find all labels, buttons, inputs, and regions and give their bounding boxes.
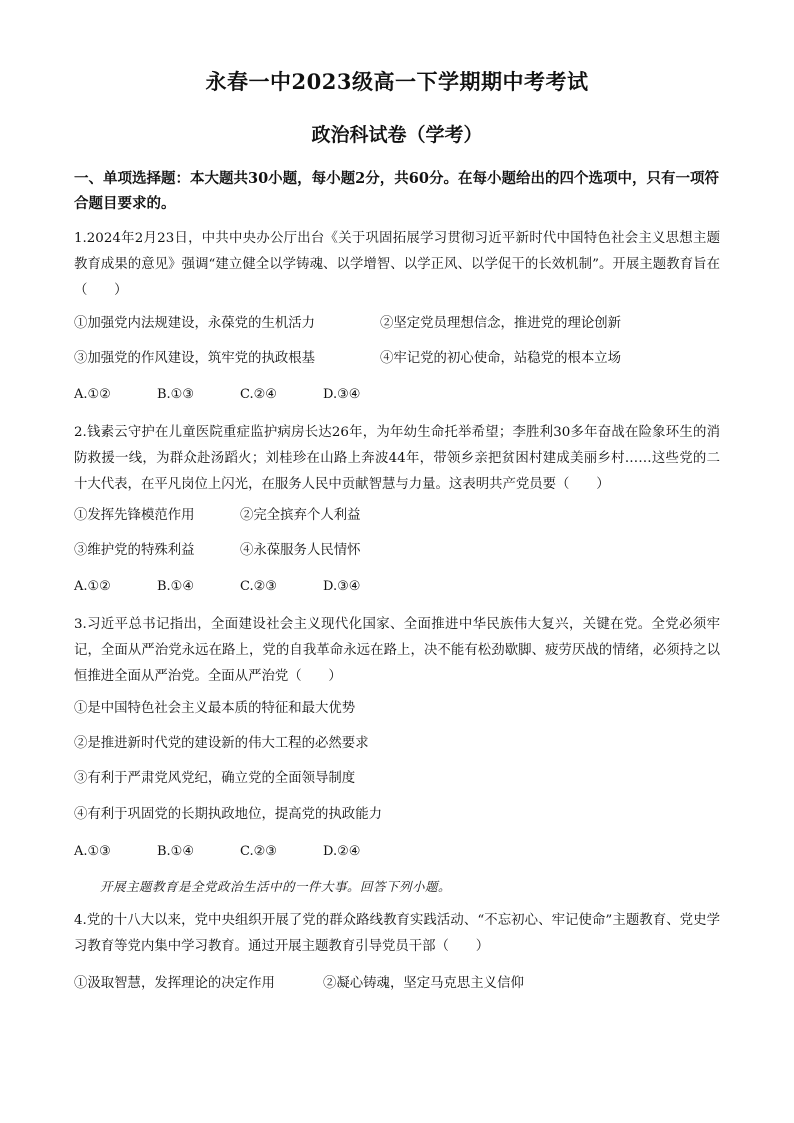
- question-3-choice-c: C.②③: [240, 844, 277, 859]
- question-1-stem: 1.2024年2月23日，中共中央办公厅出台《关于巩固拓展学习贯彻习近平新时代中国特色社会主义思想主题教育成果的意见》强调“建立健全以学铸魂、以学增智、以学正风、以学促干的长效机制”。开展主题教育旨在（ ）: [74, 231, 720, 298]
- question-2-choice-c: C.②③: [240, 579, 277, 594]
- question-2-choice-d: D.③④: [323, 579, 361, 594]
- question-3-option-2: ②是推进新时代党的建设新的伟大工程的必然要求: [74, 736, 369, 751]
- question-2-choice-b: B.①④: [157, 579, 194, 594]
- exam-subtitle: 政治科试卷（学考）: [311, 124, 483, 146]
- question-4-stem: 4.党的十八大以来，党中央组织开展了党的群众路线教育实践活动、“不忘初心、牢记使命”主题教育、党史学习教育等党内集中学习教育。通过开展主题教育引导党员干部（ ）: [74, 913, 720, 954]
- question-1-option-3: ③加强党的作风建设，筑牢党的执政根基: [74, 351, 316, 366]
- question-4-option-1: ①汲取智慧，发挥理论的决定作用: [74, 976, 275, 991]
- question-3-option-4: ④有利于巩固党的长期执政地位，提高党的执政能力: [74, 807, 382, 822]
- question-1-choice-a: A.①②: [74, 387, 111, 402]
- question-1-option-1: ①加强党内法规建设，永葆党的生机活力: [74, 316, 316, 331]
- question-1-option-2: ②坚定党员理想信念，推进党的理论创新: [380, 316, 622, 331]
- question-1-choice-d: D.③④: [323, 387, 361, 402]
- question-1-choice-b: B.①③: [157, 387, 194, 402]
- question-2-choice-a: A.①②: [74, 579, 111, 594]
- question-3-choice-d: D.②④: [323, 844, 361, 859]
- section-heading: 一、单项选择题：本大题共30小题，每小题2分，共60分。在每小题给出的四个选项中，只有一项符合题目要求的。: [74, 170, 719, 212]
- question-3-stem: 3.习近平总书记指出，全面建设社会主义现代化国家、全面推进中华民族伟大复兴，关键在党。全党必须牢记，全面从严治党永远在路上，党的自我革命永远在路上，决不能有松劲歇脚、疲劳厌战的情绪，必须持之以恒推进全面从严治党。全面从严治党（ ）: [74, 617, 720, 684]
- question-2-option-3: ③维护党的特殊利益: [74, 543, 195, 558]
- question-2-option-2: ②完全摈弃个人利益: [240, 508, 361, 523]
- question-2-option-1: ①发挥先锋模范作用: [74, 508, 195, 523]
- question-1-choice-c: C.②④: [240, 387, 277, 402]
- question-1-option-4: ④牢记党的初心使命，站稳党的根本立场: [380, 351, 622, 366]
- question-2-stem: 2.钱素云守护在儿童医院重症监护病房长达26年，为年幼生命托举希望；李胜利30多年奋战在险象环生的消防救援一线，为群众赴汤蹈火；刘桂珍在山路上奔波44年，带领乡亲把贫困村建成美丽乡村……这些党的二十大代表，在平凡岗位上闪光，在服务人民中贡献智慧与力量。这表明共产党员要（ ）: [74, 425, 720, 492]
- question-3-choice-a: A.①③: [74, 844, 111, 859]
- question-3-option-1: ①是中国特色社会主义最本质的特征和最大优势: [74, 701, 356, 716]
- question-4-option-2: ②凝心铸魂，坚定马克思主义信仰: [323, 976, 524, 991]
- question-3-option-3: ③有利于严肃党风党纪，确立党的全面领导制度: [74, 771, 356, 786]
- question-3-choice-b: B.①④: [157, 844, 194, 859]
- question-2-option-4: ④永葆服务人民情怀: [240, 543, 361, 558]
- exam-title: 永春一中2023级高一下学期期中考考试: [205, 69, 589, 94]
- question-group-intro: 开展主题教育是全党政治生活中的一件大事。回答下列小题。: [100, 879, 452, 894]
